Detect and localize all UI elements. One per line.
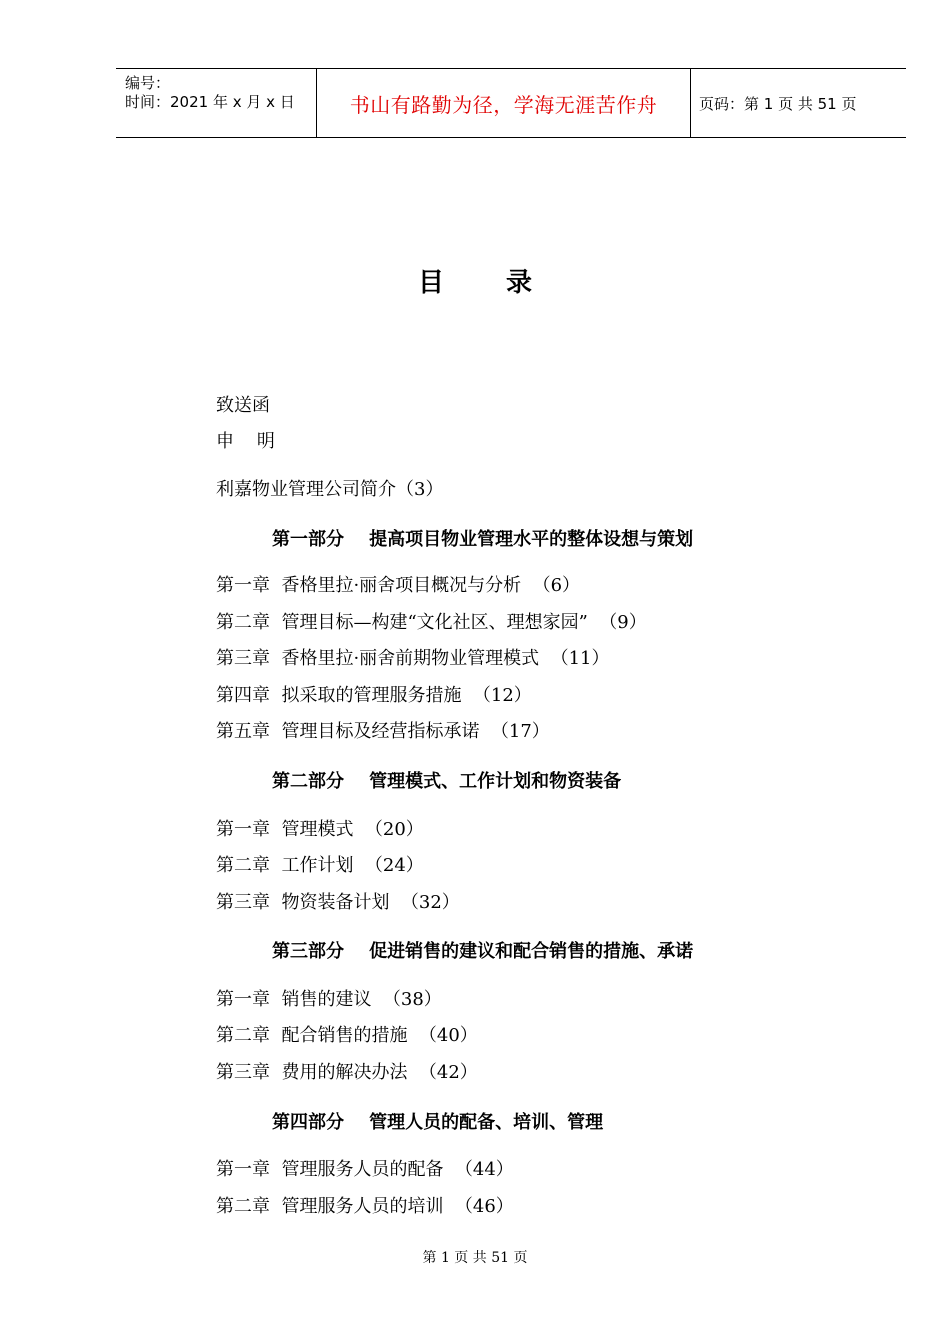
toc-entry[interactable]: 第三章 物资装备计划 （32） bbox=[216, 892, 460, 913]
toc-entry[interactable]: 第二章 管理目标—构建“文化社区、理想家园” （9） bbox=[216, 612, 647, 633]
header-left-cell bbox=[116, 69, 316, 137]
toc-entry-company-intro[interactable]: 利嘉物业管理公司简介（3） bbox=[216, 479, 444, 500]
part-3-heading: 第三部分 促进销售的建议和配合销售的措施、承诺 bbox=[272, 941, 694, 962]
toc-title bbox=[0, 262, 950, 299]
page-header bbox=[116, 68, 906, 138]
time-label: 时间：2021 年 x 月 x 日 bbox=[125, 93, 295, 111]
toc-entry[interactable]: 第三章 费用的解决办法 （42） bbox=[216, 1062, 478, 1083]
serial-label: 编号： bbox=[125, 74, 171, 92]
toc-entry[interactable]: 第二章 工作计划 （24） bbox=[216, 855, 424, 876]
toc-entry-cover-letter[interactable]: 致送函 bbox=[216, 395, 270, 416]
toc-entry[interactable]: 第一章 香格里拉·丽舍项目概况与分析 （6） bbox=[216, 575, 581, 596]
header-page-info: 页码：第 1 页 共 51 页 bbox=[699, 95, 857, 113]
part-2-heading: 第二部分 管理模式、工作计划和物资装备 bbox=[272, 771, 622, 792]
toc-entry[interactable]: 第二章 管理服务人员的培训 （46） bbox=[216, 1196, 514, 1217]
toc-entry-statement[interactable]: 申 明 bbox=[216, 431, 275, 452]
toc-entry[interactable]: 第一章 管理服务人员的配备 （44） bbox=[216, 1159, 514, 1180]
toc-entry[interactable]: 第二章 配合销售的措施 （40） bbox=[216, 1025, 478, 1046]
header-right-cell bbox=[690, 69, 906, 137]
part-1-heading: 第一部分 提高项目物业管理水平的整体设想与策划 bbox=[272, 529, 694, 550]
toc-entry[interactable]: 第五章 管理目标及经营指标承诺 （17） bbox=[216, 721, 550, 742]
toc-entry[interactable]: 第一章 管理模式 （20） bbox=[216, 819, 424, 840]
part-4-heading: 第四部分 管理人员的配备、培训、管理 bbox=[272, 1112, 604, 1133]
motto: 书山有路勤为径，学海无涯苦作舟 bbox=[349, 93, 658, 117]
toc-entry[interactable]: 第四章 拟采取的管理服务措施 （12） bbox=[216, 685, 532, 706]
footer-page-info: 第 1 页 共 51 页 bbox=[422, 1250, 528, 1266]
toc-entry[interactable]: 第三章 香格里拉·丽舍前期物业管理模式 （11） bbox=[216, 648, 610, 669]
toc-title-char-2: 录 bbox=[506, 268, 533, 298]
toc-title-char-1: 目 bbox=[417, 268, 444, 298]
toc-entry[interactable]: 第一章 销售的建议 （38） bbox=[216, 989, 442, 1010]
header-motto-cell bbox=[316, 69, 691, 137]
